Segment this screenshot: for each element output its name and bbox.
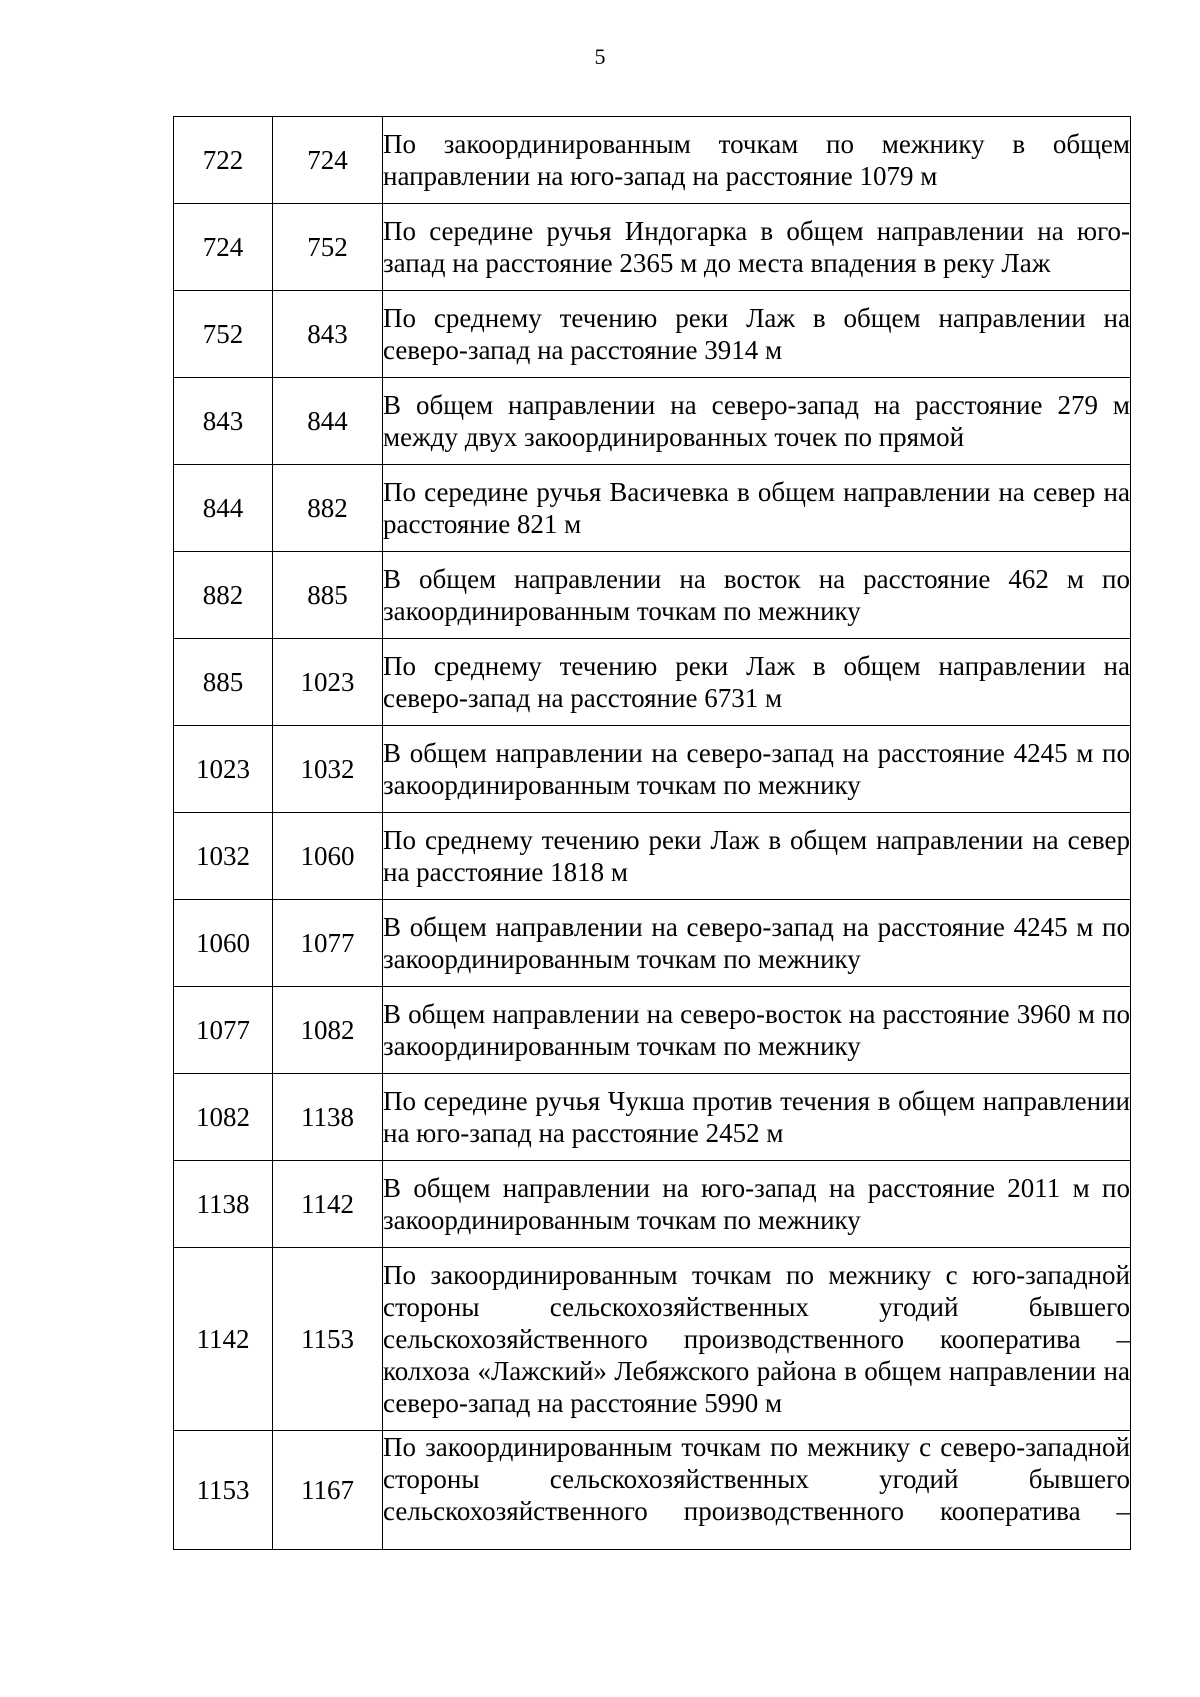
from-point: 1138: [174, 1161, 273, 1248]
from-point: 1032: [174, 813, 273, 900]
segment-description: По середине ручья Васичевка в общем направлении на север на расстояние 821 м: [383, 465, 1131, 552]
from-point: 1142: [174, 1248, 273, 1431]
to-point: 1032: [273, 726, 383, 813]
to-point: 752: [273, 204, 383, 291]
table-row: [174, 639, 1131, 726]
boundary-table: [173, 116, 1131, 1550]
from-point: 1060: [174, 900, 273, 987]
to-point: 1082: [273, 987, 383, 1074]
segment-description: В общем направлении на восток на расстояние 462 м по закоординированным точкам по межнику: [383, 552, 1131, 639]
table-row: [174, 813, 1131, 900]
segment-description: В общем направлении на северо-запад на расстояние 4245 м по закоординированным точкам по межнику: [383, 726, 1131, 813]
to-point: 1077: [273, 900, 383, 987]
to-point: 1138: [273, 1074, 383, 1161]
segment-description: По среднему течению реки Лаж в общем направлении на север на расстояние 1818 м: [383, 813, 1131, 900]
table-row: [174, 204, 1131, 291]
segment-description: По среднему течению реки Лаж в общем направлении на северо-запад на расстояние 3914 м: [383, 291, 1131, 378]
segment-description: По закоординированным точкам по межнику в общем направлении на юго-запад на расстояние 1079 м: [383, 117, 1131, 204]
from-point: 1077: [174, 987, 273, 1074]
table-row: [174, 1248, 1131, 1431]
from-point: 882: [174, 552, 273, 639]
table-row: [174, 987, 1131, 1074]
table-row: [174, 1074, 1131, 1161]
table-row: [174, 291, 1131, 378]
from-point: 724: [174, 204, 273, 291]
from-point: 752: [174, 291, 273, 378]
page-number: 5: [594, 44, 606, 69]
from-point: 1153: [174, 1431, 273, 1550]
table-row: [174, 465, 1131, 552]
segment-description: По закоординированным точкам по межнику с северо-западной стороны сельскохозяйственных угодий бывшего сельскохозяйственного производственного кооператива –: [383, 1431, 1131, 1550]
table-row: [174, 378, 1131, 465]
table-row: [174, 1161, 1131, 1248]
from-point: 843: [174, 378, 273, 465]
to-point: 882: [273, 465, 383, 552]
segment-description: В общем направлении на юго-запад на расстояние 2011 м по закоординированным точкам по межнику: [383, 1161, 1131, 1248]
to-point: 844: [273, 378, 383, 465]
from-point: 885: [174, 639, 273, 726]
to-point: 1153: [273, 1248, 383, 1431]
from-point: 1023: [174, 726, 273, 813]
table-row: [174, 117, 1131, 204]
to-point: 843: [273, 291, 383, 378]
from-point: 1082: [174, 1074, 273, 1161]
segment-description: По середине ручья Чукша против течения в общем направлении на юго-запад на расстояние 2452 м: [383, 1074, 1131, 1161]
table-row: [174, 1431, 1131, 1550]
to-point: 724: [273, 117, 383, 204]
from-point: 722: [174, 117, 273, 204]
table-row: [174, 726, 1131, 813]
segment-description: По середине ручья Индогарка в общем направлении на юго-запад на расстояние 2365 м до места впадения в реку Лаж: [383, 204, 1131, 291]
segment-description: В общем направлении на северо-восток на расстояние 3960 м по закоординированным точкам по межнику: [383, 987, 1131, 1074]
to-point: 1167: [273, 1431, 383, 1550]
segment-description: В общем направлении на северо-запад на расстояние 4245 м по закоординированным точкам по межнику: [383, 900, 1131, 987]
to-point: 1142: [273, 1161, 383, 1248]
segment-description: По среднему течению реки Лаж в общем направлении на северо-запад на расстояние 6731 м: [383, 639, 1131, 726]
segment-description: В общем направлении на северо-запад на расстояние 279 м между двух закоординированных точек по прямой: [383, 378, 1131, 465]
segment-description: По закоординированным точкам по межнику с юго-западной стороны сельскохозяйственных угодий бывшего сельскохозяйственного производственного кооператива – колхоза «Лажский» Лебяжского района в общем направлении на северо-запад на расстояние 5990 м: [383, 1248, 1131, 1431]
to-point: 885: [273, 552, 383, 639]
to-point: 1060: [273, 813, 383, 900]
table-row: [174, 552, 1131, 639]
to-point: 1023: [273, 639, 383, 726]
from-point: 844: [174, 465, 273, 552]
table-row: [174, 900, 1131, 987]
